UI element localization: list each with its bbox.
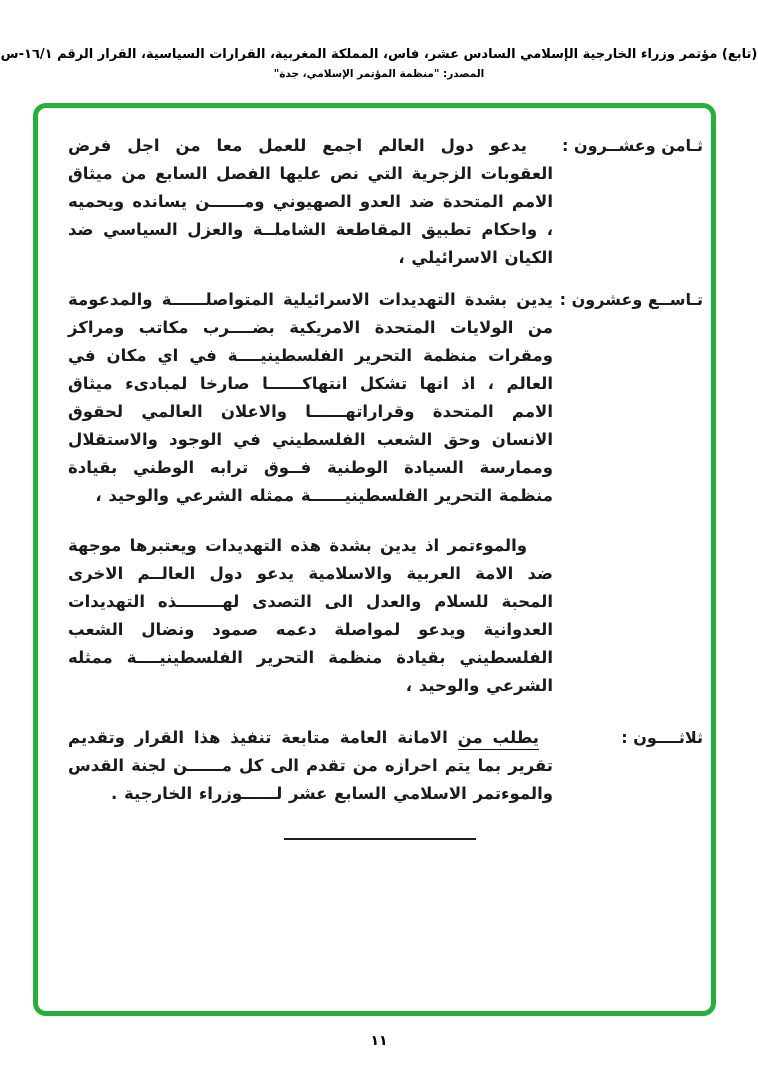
section-28-text: يدعو دول العالم اجمع للعمل معا من اجل فرض العقوبات الزجرية التي نص عليها الفصل السابع من ميثاق الامم المتحدة ضد العدو الصهيوني ومــــــن يسانده ويحميه ، واحكام تطبيق المقاطعة الشاملــة والعزل السياسي ضد الكيان الاسرائيلي ، xyxy=(68,136,553,267)
section-30-underlined-phrase: يطلب من xyxy=(458,728,539,750)
resolution-section-28 xyxy=(68,132,703,272)
section-30-label: ثلاثــــون : xyxy=(621,728,703,747)
section-30-text-rest: الامانة العامة متابعة تنفيذ هذا القرار وتقديم تقرير بما يتم احرازه من تقدم الى كل مــــــن لجنة القدس والموءتمر الاسلامي السابع عشر لــــــوزراء الخارجية . xyxy=(68,728,553,803)
resolution-section-29 xyxy=(68,286,703,510)
header-source-note: المصدر: "منظمة المؤتمر الإسلامي، جدة" xyxy=(273,68,485,80)
resolution-section-30 xyxy=(68,724,703,808)
resolution-section-29-continuation xyxy=(68,532,703,700)
section-29-label: تـاســع وعشرون : xyxy=(559,290,703,309)
header-title: (تابع) مؤتمر وزراء الخارجية الإسلامي السادس عشر، فاس، المملكة المغربية، القرارات السياسية، القرار الرقم ١٦/١-س xyxy=(0,47,758,62)
continuation-text: والموءتمر اذ يدين بشدة هذه التهديدات ويعتبرها موجهة ضد الامة العربية والاسلامية يدعو دول العالــم الاخرى المحبة للسلام والعدل الى التصدى لهــــــــذه التهديدات العدوانية ويدعو لمواصلة دعمه صمود ونضال الشعب الفلسطيني بقيادة منظمة التحرير الفلسطينيــــة ممثله الشرعي والوحيد ، xyxy=(68,536,553,695)
section-30-text xyxy=(68,724,553,808)
document-header xyxy=(0,47,758,80)
green-border-frame xyxy=(33,103,716,1016)
section-29-text: يدين بشدة التهديدات الاسرائيلية المتواصلــــــة والمدعومة من الولايات المتحدة الامريكية بضــــرب مكاتب ومراكز ومقرات منظمة التحرير الفلسطينيــــة في اي مكان في العالم ، اذ انها تشكل انتهاكــــــا صارخا لمبادىء ميثاق الامم المتحدة وقراراتهــــــا والاعلان العالمي لحقوق الانسان وحق الشعب الفلسطيني في الوجود والاستقلال وممارسة السيادة الوطنية فــوق ترابه الوطني بقيادة منظمة التحرير الفلسطينيــــــة ممثله الشرعي والوحيد ، xyxy=(68,290,553,505)
section-28-label: ثـامن وعشــرون : xyxy=(562,136,703,155)
continuation-empty-label xyxy=(553,532,703,700)
separator-line xyxy=(284,838,476,840)
page-number: ١١ xyxy=(370,1033,388,1049)
